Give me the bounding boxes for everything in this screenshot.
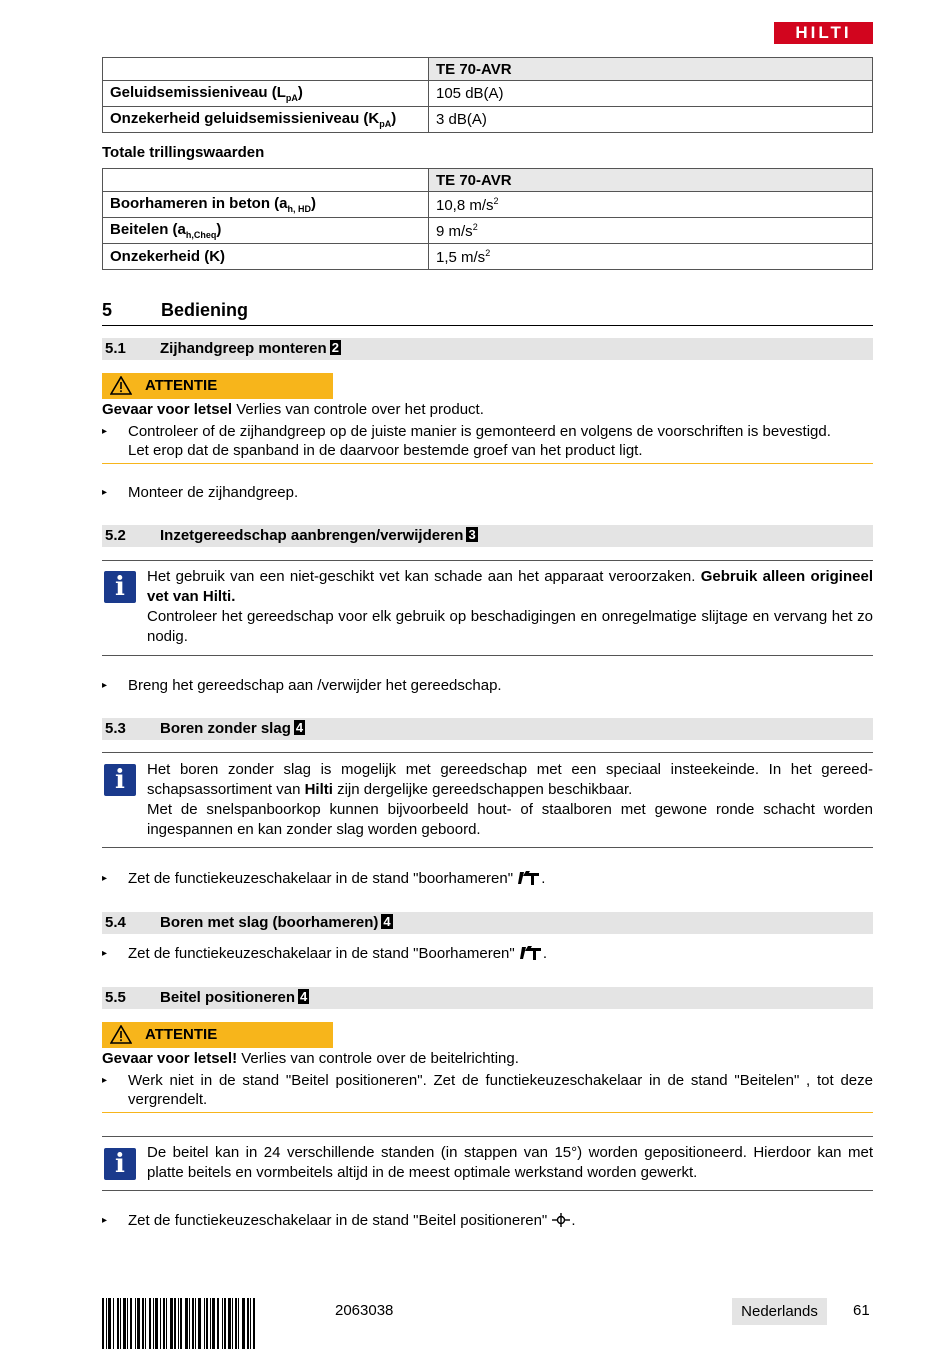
table-row: Geluidsemissieniveau $(L_{pA})$ 105 dB(A) (103, 81, 873, 107)
figure-ref: 3 (468, 527, 476, 542)
divider (102, 1136, 873, 1137)
bullet-arrow-icon: ▸ (102, 1215, 108, 1226)
subsection-heading-5-2: 5.2 Inzetgereedschap aanbrengen/verwijderen 3 (102, 525, 873, 547)
attention-banner: ATTENTIE (102, 1022, 333, 1048)
list-item: ▸ Werk niet in de stand "Beitel positioneren". Zet de functiekeuzeschakelaar in de stand "Beitelen" , tot deze vergrendelt. (102, 1072, 873, 1108)
vibration-table (102, 168, 873, 270)
bullet-arrow-icon: ▸ (102, 487, 108, 498)
subsection-heading-5-1: 5.1 Zijhandgreep monteren 2 (102, 338, 873, 360)
divider (102, 655, 873, 656)
warning-text: Gevaar voor letsel Verlies van controle over het product. (102, 401, 484, 418)
divider (102, 560, 873, 561)
table-row: Beitelen $(a_{h,Cheq})$ 9 $m/s^2$ (103, 218, 873, 244)
bullet-arrow-icon: ▸ (102, 948, 108, 959)
hammer-drill-icon (518, 870, 540, 886)
list-item: ▸ Zet de functiekeuzeschakelaar in de stand "Beitel positioneren" . (102, 1212, 576, 1229)
table-row: Onzekerheid geluidsemissieniveau $(K_{pA})$ 3 dB(A) (103, 107, 873, 133)
list-item: ▸ Zet de functiekeuzeschakelaar in de stand "Boorhameren" . (102, 945, 548, 962)
list-item: ▸ Monteer de zijhandgreep. (102, 484, 299, 501)
table-header-row (103, 58, 873, 81)
figure-ref: 4 (295, 720, 304, 735)
table-header-model: TE 70-AVR (429, 169, 873, 192)
table-header-row (103, 169, 873, 192)
page-number: 61 (853, 1302, 870, 1319)
warning-icon (110, 1025, 132, 1044)
subsection-heading-5-5: 5.5 Beitel positioneren 4 (102, 987, 873, 1009)
bullet-arrow-icon: ▸ (102, 680, 108, 691)
info-icon: i (104, 1148, 136, 1180)
warning-icon (110, 376, 132, 395)
figure-ref: 2 (331, 340, 339, 355)
chisel-position-icon (552, 1213, 570, 1227)
bullet-arrow-icon: ▸ (102, 426, 108, 437)
language-label: Nederlands (732, 1298, 827, 1325)
figure-ref: 4 (383, 914, 391, 929)
hammer-drill-icon (520, 945, 542, 961)
section-heading: 5 Bediening (102, 300, 873, 326)
table-row: Boorhameren in beton $(a_{h, HD})$ 10,8 $m/s^2$ (103, 192, 873, 218)
hilti-logo: HILTI (774, 22, 873, 44)
info-note: De beitel kan in 24 verschillende standen (in stappen van 15°) worden gepositioneerd. Hierdoor kan met platte beitels en vormbeitels altijd in de meest optimale werkstand worden gewerkt. (147, 1144, 873, 1181)
subsection-heading-5-4: 5.4 Boren met slag (boorhameren) 4 (102, 912, 873, 934)
list-item: ▸ Zet de functiekeuzeschakelaar in de stand "boorhameren" . (102, 870, 546, 887)
noise-table (102, 57, 873, 133)
table-cell-value: 3 dB(A) (429, 107, 873, 133)
info-icon: i (104, 571, 136, 603)
info-note: Het boren zonder slag is mogelijk met gereedschap met een speciaal insteekeinde. In het gereed-schapsassortiment van Hilti zijn dergelijke gereedschappen beschikbaar. Met de snelspanboorkop kunnen bijvoorbeeld hout- of staalboren met gewone ronde schacht worden ingespannen en kan zonder slag worden geboord. (147, 761, 873, 838)
divider (102, 847, 873, 848)
attention-banner: ATTENTIE (102, 373, 333, 399)
list-item: ▸ Breng het gereedschap aan /verwijder het gereedschap. (102, 677, 502, 694)
divider (102, 1112, 873, 1113)
vibration-title: Totale trillingswaarden (102, 144, 265, 161)
divider (102, 752, 873, 753)
bullet-arrow-icon: ▸ (102, 1075, 108, 1086)
list-item: ▸ Controleer of de zijhandgreep op de juiste manier is gemonteerd en volgens de voorschriften is bevestigd. Let erop dat de spanband in de daarvoor bestemde groef van het product ligt. (102, 423, 831, 459)
table-row: Onzekerheid (K) 1,5 $m/s^2$ (103, 244, 873, 270)
document-code: 2063038 (335, 1302, 394, 1319)
warning-text: Gevaar voor letsel! Verlies van controle over de beitelrichting. (102, 1050, 519, 1067)
info-note: Het gebruik van een niet-geschikt vet kan schade aan het apparaat veroorzaken. Gebruik alleen origineel vet van Hilti. Controleer het gereedschap voor elk gebruik op beschadigingen en onregelmatige slijtage en vervang het zo nodig. (147, 568, 873, 645)
divider (102, 1190, 873, 1191)
bullet-arrow-icon: ▸ (102, 873, 108, 884)
table-cell-value: 105 dB(A) (429, 81, 873, 107)
figure-ref: 4 (300, 989, 308, 1004)
barcode (102, 1298, 313, 1349)
subsection-heading-5-3: 5.3 Boren zonder slag 4 (102, 718, 873, 740)
info-icon: i (104, 764, 136, 796)
divider (102, 463, 873, 464)
table-header-model: TE 70-AVR (429, 58, 873, 81)
